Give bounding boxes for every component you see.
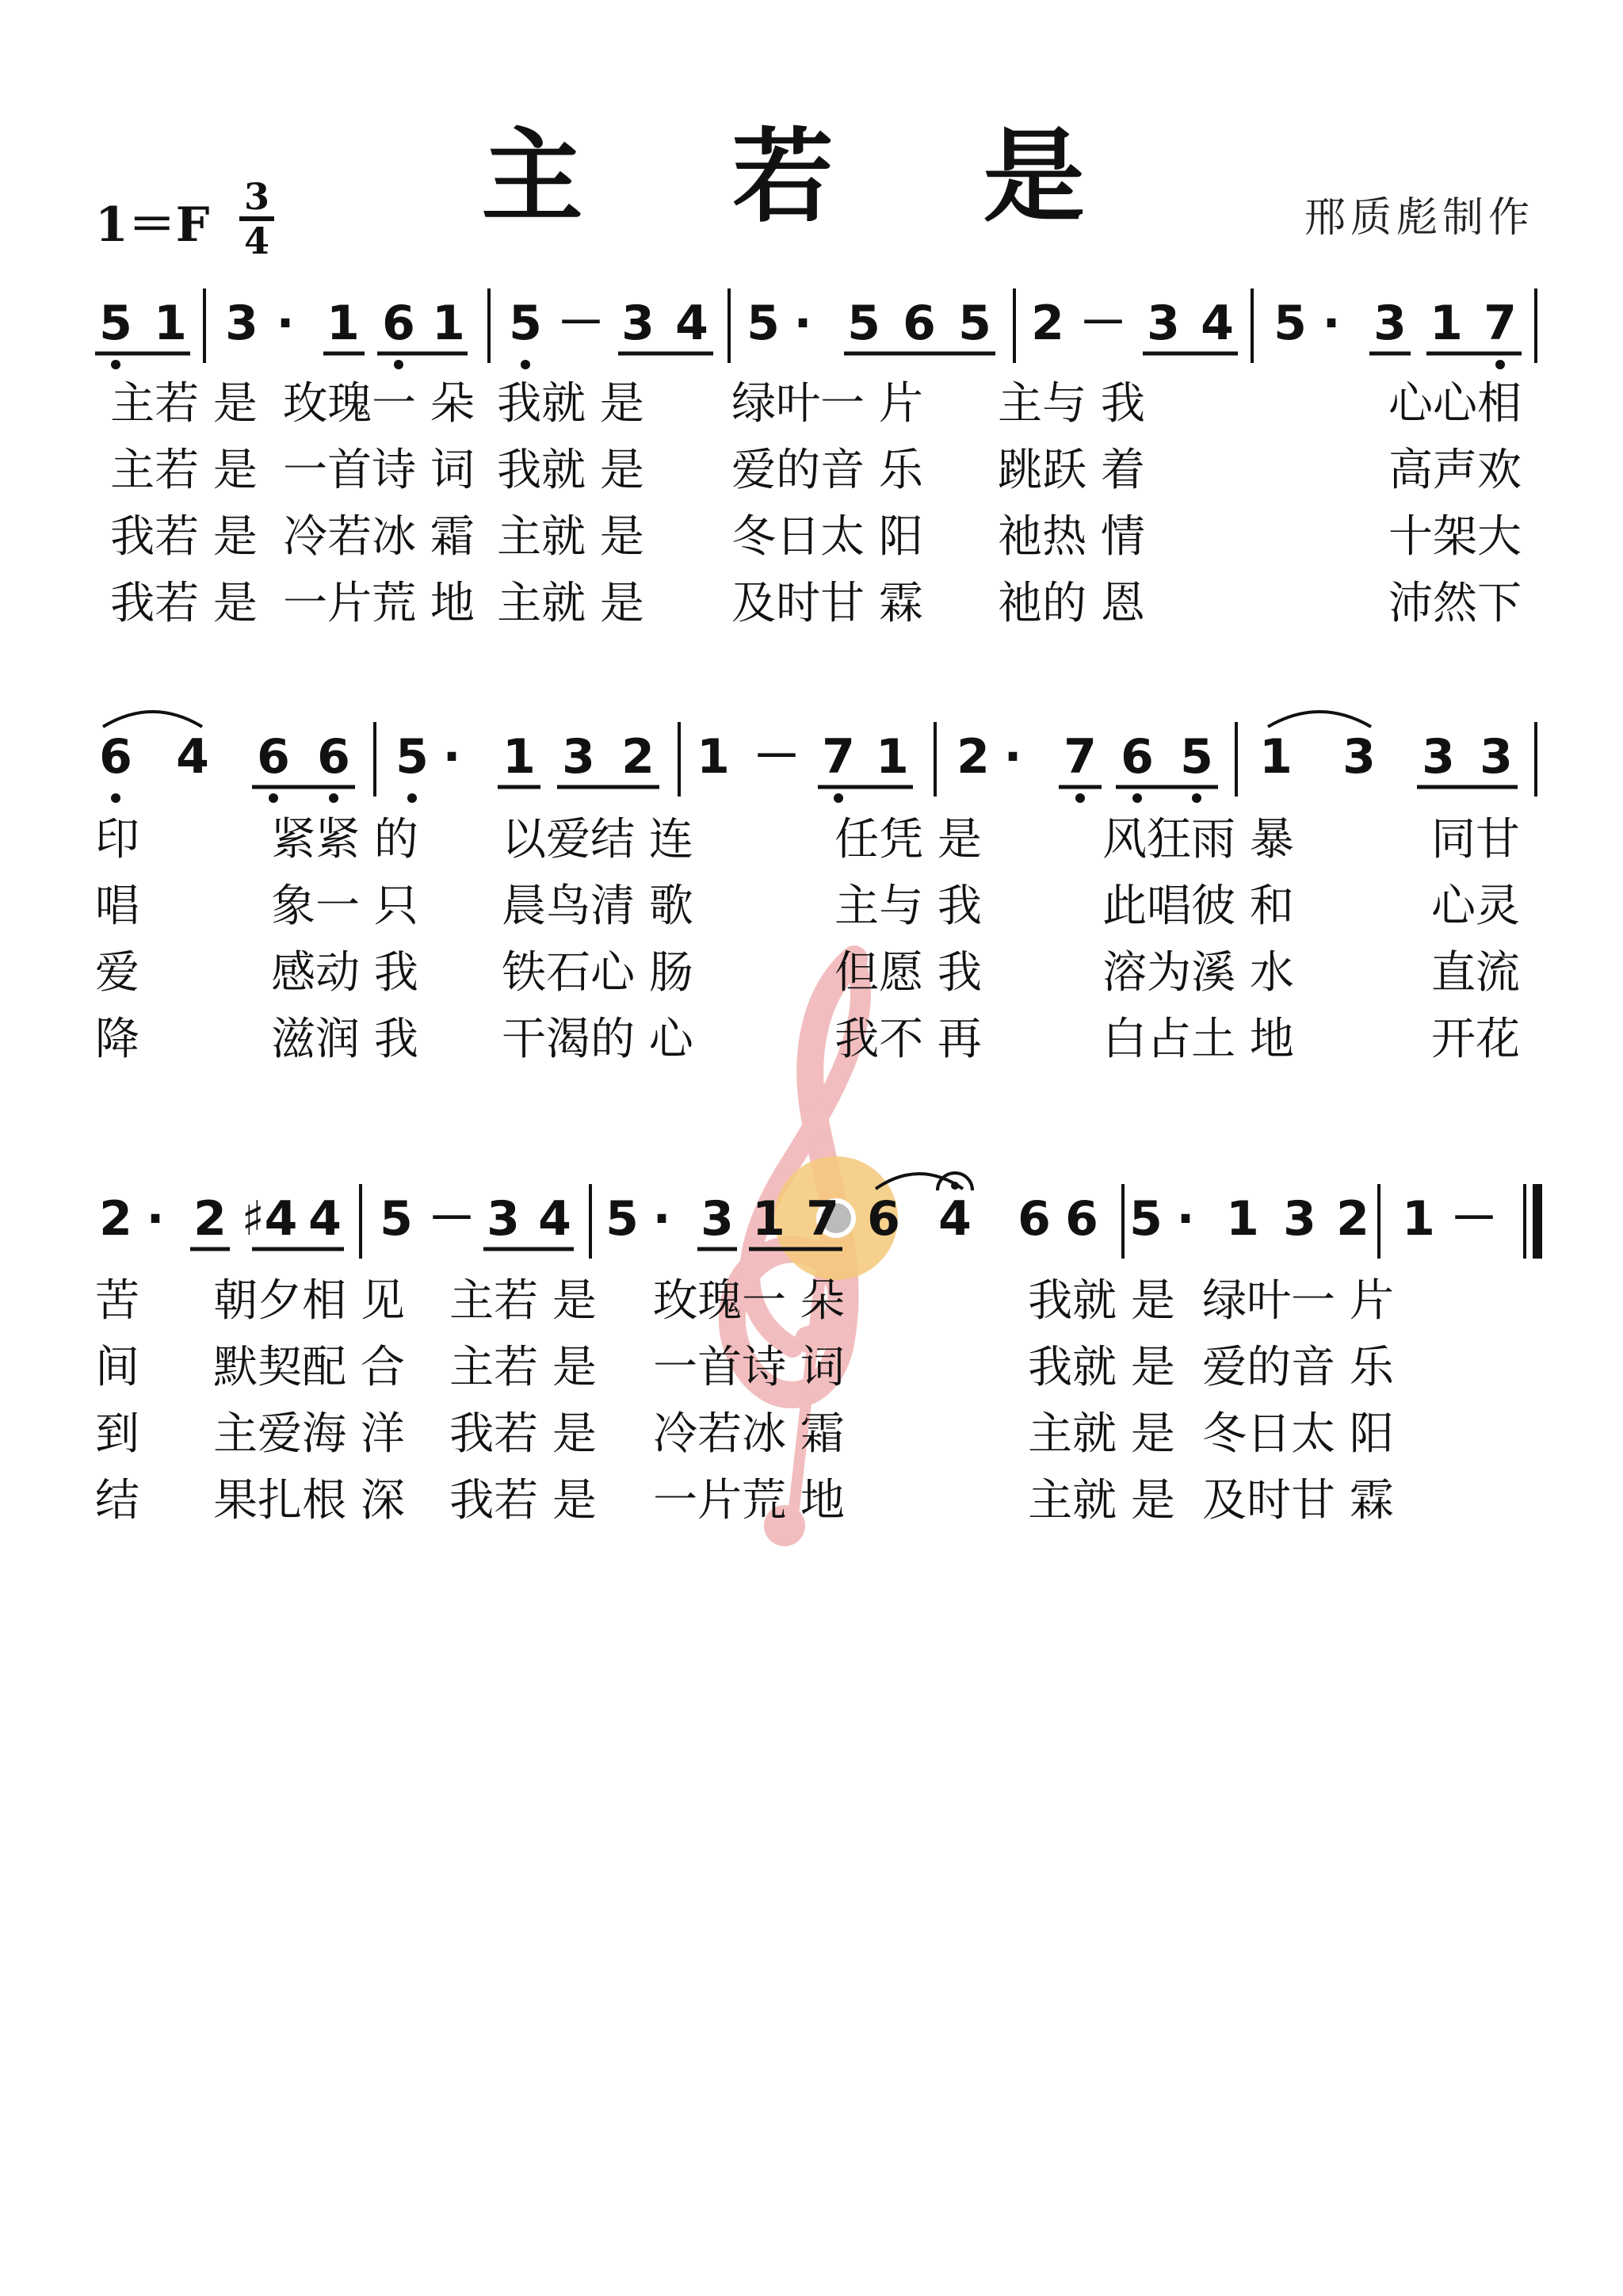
lyric-phrase: 我就 是	[497, 378, 644, 430]
lyric-phrase: 铁石心 肠	[502, 947, 693, 999]
note: －	[753, 729, 800, 785]
note: 7	[1484, 296, 1517, 351]
note: 1	[1259, 729, 1293, 785]
lyric-phrase: 但愿 我	[834, 947, 982, 999]
note: 1	[1430, 296, 1463, 351]
note: ·	[1322, 296, 1341, 351]
arranger-credit: 邢质彪制作	[1304, 194, 1534, 242]
lyric-phrase: 主与 我	[834, 881, 982, 932]
note: 3	[1147, 296, 1180, 351]
time-signature-top: 3	[243, 175, 269, 218]
lyric-phrase: 我就 是	[497, 445, 644, 496]
lyric-phrase: 主就 是	[1028, 1475, 1175, 1526]
lyric-phrase: 绿叶一 片	[731, 378, 923, 430]
lyric-phrase: 默契配 合	[213, 1342, 405, 1393]
note: 3	[1422, 729, 1455, 785]
tie-slur	[1268, 712, 1371, 727]
note: －	[428, 1191, 475, 1247]
note: 3	[1480, 729, 1513, 785]
lyric-phrase: 及时甘 霖	[1202, 1475, 1394, 1526]
lyric-phrase: 主就 是	[1028, 1408, 1175, 1460]
lyric-phrase: 冷若冰 霜	[283, 511, 475, 563]
note: 3	[1342, 729, 1376, 785]
lyric-phrase: 主若 是	[110, 445, 258, 496]
note: 1	[752, 1191, 785, 1247]
octave-dot-below	[1132, 793, 1142, 803]
key-signature: 1＝F	[95, 197, 210, 253]
lyric-phrase: 祂热 情	[998, 511, 1145, 563]
lyric-phrase: 白占土 地	[1102, 1014, 1294, 1065]
note: ·	[652, 1191, 671, 1247]
lyric-phrase: 心心相	[1388, 378, 1522, 430]
octave-dot-below	[1495, 360, 1505, 369]
lyric-phrase: 我若 是	[449, 1475, 597, 1526]
note: ·	[276, 296, 295, 351]
note: 5	[958, 296, 991, 351]
lyric-phrase: 主若 是	[449, 1342, 597, 1393]
note: 5	[605, 1191, 639, 1247]
lyric-phrase: 爱的音 乐	[1202, 1342, 1394, 1393]
lyric-phrase: 溶为溪 水	[1102, 947, 1294, 999]
note: 4	[176, 729, 209, 785]
note: 4	[675, 296, 708, 351]
lyric-phrase: 感动 我	[271, 947, 418, 999]
note: 5	[1129, 1191, 1163, 1247]
note: 1	[697, 729, 730, 785]
note: ♯4	[241, 1191, 298, 1247]
note: 1	[327, 296, 360, 351]
octave-dot-below	[1075, 793, 1085, 803]
note: 1	[432, 296, 465, 351]
lyric-phrase: 开花	[1431, 1014, 1520, 1065]
time-signature	[238, 175, 276, 262]
lyric-phrase: 我若 是	[449, 1408, 597, 1460]
lyric-phrase: 主就 是	[497, 578, 644, 629]
lyric-phrase: 绿叶一 片	[1202, 1275, 1394, 1327]
lyric-phrase: 高声欢	[1388, 445, 1522, 496]
note: 6	[257, 729, 290, 785]
note: 5	[380, 1191, 413, 1247]
note: 5	[395, 729, 429, 785]
lyric-phrase: 爱	[95, 947, 139, 999]
lyric-phrase: 紧紧 的	[271, 814, 418, 865]
note: 1	[876, 729, 909, 785]
lyric-phrase: 我若 是	[110, 511, 258, 563]
note: 4	[938, 1191, 972, 1247]
lyric-phrase: 到	[95, 1408, 139, 1460]
note: 2	[621, 729, 655, 785]
lyric-phrase: 一片荒 地	[653, 1475, 845, 1526]
note: ·	[793, 296, 812, 351]
lyric-phrase: 间	[95, 1342, 139, 1393]
octave-dot-below	[407, 793, 417, 803]
lyric-phrase: 果扎根 深	[213, 1475, 405, 1526]
note: 6	[1018, 1191, 1051, 1247]
tie-slur	[103, 712, 202, 727]
note: 6	[1121, 729, 1154, 785]
note: 1	[1402, 1191, 1435, 1247]
lyric-phrase: 此唱彼 和	[1102, 881, 1294, 932]
lyric-phrase: 朝夕相 见	[213, 1275, 405, 1327]
note: 3	[562, 729, 595, 785]
lyric-phrase: 同甘	[1431, 814, 1520, 865]
note: 7	[806, 1191, 839, 1247]
note: 6	[1065, 1191, 1098, 1247]
note: 5	[1180, 729, 1213, 785]
note: 3	[487, 1191, 520, 1247]
note: 2	[1031, 296, 1064, 351]
note: 6	[903, 296, 936, 351]
note: 5	[747, 296, 780, 351]
note: 5	[509, 296, 542, 351]
note: 2	[193, 1191, 227, 1247]
octave-dot-below	[521, 360, 530, 369]
note: 6	[99, 729, 132, 785]
lyric-phrase: 一首诗 词	[283, 445, 475, 496]
note: 3	[701, 1191, 734, 1247]
lyric-phrase: 唱	[95, 881, 139, 932]
note: －	[557, 296, 605, 351]
note: 7	[1064, 729, 1097, 785]
note: －	[1079, 296, 1127, 351]
lyric-phrase: 直流	[1431, 947, 1520, 999]
lyric-phrase: 我就 是	[1028, 1342, 1175, 1393]
lyric-phrase: 以爱结 连	[502, 814, 693, 865]
note: 5	[847, 296, 880, 351]
lyric-phrase: 滋润 我	[271, 1014, 418, 1065]
note: －	[1450, 1191, 1498, 1247]
lyric-phrase: 我若 是	[110, 578, 258, 629]
lyric-phrase: 玫瑰一 朵	[283, 378, 475, 430]
note: 3	[1373, 296, 1407, 351]
lyric-phrase: 主若 是	[449, 1275, 597, 1327]
note: 1	[154, 296, 187, 351]
song-title: 主 若 是	[481, 117, 1142, 236]
note: 2	[1336, 1191, 1369, 1247]
lyric-phrase: 苦	[95, 1275, 139, 1327]
note: ·	[1003, 729, 1022, 785]
note: 5	[99, 296, 132, 351]
note: 3	[621, 296, 655, 351]
note: 1	[1226, 1191, 1259, 1247]
lyric-phrase: 印	[95, 814, 139, 865]
lyric-phrase: 及时甘 霖	[731, 578, 923, 629]
lyric-phrase: 心灵	[1431, 881, 1520, 932]
octave-dot-below	[1192, 793, 1201, 803]
octave-dot-below	[834, 793, 843, 803]
note: ·	[442, 729, 461, 785]
note: 7	[822, 729, 855, 785]
octave-dot-below	[111, 793, 120, 803]
lyric-phrase: 一片荒 地	[283, 578, 475, 629]
lyric-phrase: 象一 只	[271, 881, 418, 932]
lyric-phrase: 玫瑰一 朵	[653, 1275, 845, 1327]
lyric-phrase: 我不 再	[834, 1014, 982, 1065]
lyric-phrase: 冷若冰 霜	[653, 1408, 845, 1460]
lyric-phrase: 十架大	[1388, 511, 1522, 563]
lyric-phrase: 跳跃 着	[998, 445, 1145, 496]
note: 1	[502, 729, 536, 785]
lyric-phrase: 我就 是	[1028, 1275, 1175, 1327]
octave-dot-below	[269, 793, 278, 803]
note: 4	[538, 1191, 571, 1247]
lyric-phrase: 结	[95, 1475, 139, 1526]
octave-dot-below	[111, 360, 120, 369]
note: 6	[317, 729, 350, 785]
lyric-phrase: 沛然下	[1388, 578, 1522, 629]
lyric-phrase: 降	[95, 1014, 139, 1065]
note: 6	[382, 296, 415, 351]
note: ·	[1176, 1191, 1195, 1247]
time-signature-bottom: 4	[243, 220, 269, 262]
note: 5	[1274, 296, 1307, 351]
note: 3	[225, 296, 258, 351]
note: 4	[308, 1191, 342, 1247]
note: 3	[1283, 1191, 1316, 1247]
note: 2	[99, 1191, 132, 1247]
note: 4	[1201, 296, 1234, 351]
lyric-phrase: 主若 是	[110, 378, 258, 430]
note: 2	[957, 729, 990, 785]
lyric-phrase: 任凭 是	[834, 814, 982, 865]
lyric-phrase: 晨鸟清 歌	[502, 881, 693, 932]
lyric-phrase: 一首诗 词	[653, 1342, 845, 1393]
lyric-phrase: 冬日太 阳	[731, 511, 923, 563]
lyric-phrase: 冬日太 阳	[1202, 1408, 1394, 1460]
lyric-phrase: 主爱海 洋	[213, 1408, 405, 1460]
note: ·	[146, 1191, 165, 1247]
lyric-phrase: 主与 我	[998, 378, 1145, 430]
lyric-phrase: 主就 是	[497, 511, 644, 563]
lyric-phrase: 爱的音 乐	[731, 445, 923, 496]
octave-dot-below	[329, 793, 338, 803]
lyric-phrase: 干渴的 心	[502, 1014, 693, 1065]
octave-dot-below	[394, 360, 403, 369]
lyric-phrase: 祂的 恩	[998, 578, 1145, 629]
note: 6	[867, 1191, 900, 1247]
lyric-phrase: 风狂雨 暴	[1102, 814, 1294, 865]
